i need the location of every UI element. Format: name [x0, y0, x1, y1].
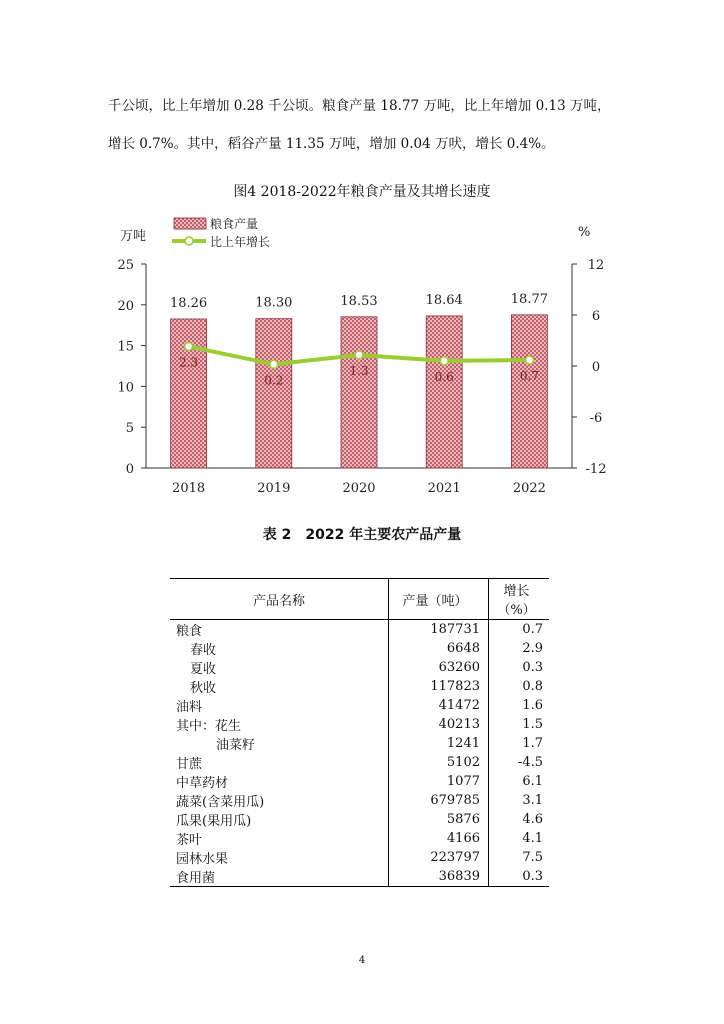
- growth-cell: 6.1: [522, 774, 543, 789]
- growth-point: [270, 360, 278, 368]
- output-cell: 41472: [389, 696, 489, 715]
- header-output: 产量（吨）: [389, 579, 489, 620]
- left-tick-label: 5: [125, 421, 134, 437]
- growth-cell: -4.5: [517, 755, 543, 770]
- output-cell: 1077: [389, 772, 489, 791]
- bar-value-label: 18.77: [510, 291, 549, 307]
- product-name-cell: 甘蔗: [170, 753, 389, 772]
- growth-cell: 7.5: [522, 850, 543, 865]
- table-row: [170, 696, 549, 715]
- table-row: [170, 658, 549, 677]
- output-cell: 1241: [389, 734, 489, 753]
- bar-value-label: 18.64: [425, 292, 463, 308]
- growth-cell: 0.7: [522, 622, 543, 637]
- bar: [341, 317, 377, 468]
- grain-output-chart: [112, 212, 612, 502]
- growth-value-label: 0.7: [519, 369, 539, 384]
- right-tick-label: 6: [591, 309, 601, 324]
- right-axis-unit: %: [578, 225, 591, 240]
- output-cell: 63260: [389, 658, 489, 677]
- output-cell: 6648: [389, 639, 489, 658]
- growth-point: [525, 356, 533, 364]
- table-row: [170, 677, 549, 696]
- left-tick-label: 0: [125, 462, 134, 477]
- product-name-cell: 夏收: [170, 658, 389, 677]
- left-tick-label: 25: [117, 258, 134, 273]
- table-row: [170, 791, 549, 810]
- table-row: [170, 867, 549, 887]
- right-tick-label: 12: [587, 258, 605, 273]
- table-header-row: [170, 579, 549, 620]
- x-tick-label: 2018: [172, 481, 206, 496]
- table-title: 表 2 2022 年主要农产品产量: [262, 527, 462, 543]
- growth-cell: 0.3: [522, 660, 543, 675]
- table-body: [170, 620, 549, 887]
- table-row: [170, 620, 549, 640]
- table-row: [170, 734, 549, 753]
- bar-value-label: 18.53: [340, 293, 378, 309]
- product-name-cell: 蔬菜(含菜用瓜): [170, 791, 389, 810]
- table-row: [170, 715, 549, 734]
- growth-cell: 2.9: [522, 641, 543, 656]
- growth-cell: 1.7: [522, 736, 543, 751]
- legend-bar-swatch: [174, 218, 206, 229]
- right-tick-label: -6: [589, 411, 603, 426]
- bar-value-label: 18.30: [255, 295, 293, 311]
- product-name-cell: 园林水果: [170, 848, 389, 867]
- header-growth: 增长（%）: [489, 579, 550, 620]
- output-cell: 117823: [389, 677, 489, 696]
- page-number: 4: [358, 955, 366, 966]
- figure-title: 图4 2018-2022年粮食产量及其增长速度: [233, 184, 491, 200]
- products-table: [170, 578, 549, 887]
- legend-bar-label: 粮食产量: [210, 217, 259, 231]
- x-tick-label: 2021: [427, 481, 461, 496]
- product-name-cell: 其中：花生: [170, 715, 389, 734]
- growth-value-label: 1.3: [349, 363, 369, 378]
- growth-point: [440, 357, 448, 365]
- growth-cell: 4.6: [522, 812, 543, 827]
- table-row: [170, 848, 549, 867]
- output-cell: 4166: [389, 829, 489, 848]
- table-row: [170, 772, 549, 791]
- body-paragraph: [108, 96, 648, 172]
- output-cell: 40213: [389, 715, 489, 734]
- legend-line-label: 比上年增长: [210, 235, 271, 249]
- output-cell: 223797: [389, 848, 489, 867]
- table-row: [170, 829, 549, 848]
- x-tick-label: 2022: [512, 481, 546, 496]
- growth-cell: 3.1: [522, 793, 543, 808]
- product-name-cell: 茶叶: [170, 829, 389, 848]
- x-tick-label: 2020: [342, 481, 376, 496]
- output-cell: 5102: [389, 753, 489, 772]
- left-tick-label: 10: [117, 380, 134, 396]
- bar-value-label: 18.26: [169, 295, 208, 311]
- growth-cell: 1.6: [522, 698, 543, 713]
- output-cell: 187731: [389, 620, 489, 640]
- left-tick-label: 15: [117, 339, 134, 355]
- growth-point: [185, 342, 193, 350]
- product-name-cell: 春收: [170, 639, 389, 658]
- right-tick-label: -12: [585, 462, 607, 477]
- table-row: [170, 753, 549, 772]
- table-row: [170, 810, 549, 829]
- product-name-cell: 秋收: [170, 677, 389, 696]
- growth-value-label: 2.3: [179, 355, 199, 370]
- product-name-cell: 油料: [170, 696, 389, 715]
- bar: [426, 316, 462, 468]
- product-name-cell: 中草药材: [170, 772, 389, 791]
- x-tick-label: 2019: [257, 481, 291, 496]
- product-name-cell: 粮食: [170, 620, 389, 640]
- output-cell: 36839: [389, 867, 489, 887]
- growth-cell: 4.1: [522, 831, 543, 846]
- header-product-name: 产品名称: [170, 579, 389, 620]
- right-tick-label: 0: [591, 360, 601, 375]
- growth-cell: 1.5: [522, 717, 543, 732]
- product-name-cell: 食用菌: [170, 867, 389, 887]
- bar: [256, 319, 292, 468]
- growth-value-label: 0.6: [434, 369, 454, 384]
- growth-cell: 0.3: [489, 867, 550, 887]
- bar: [511, 315, 547, 468]
- left-tick-label: 20: [117, 298, 134, 314]
- paragraph-line-1: 千公顷，比上年增加 0.28 千公顷。粮食产量 18.77 万吨，比上年增加 0.13 万吨，: [108, 98, 611, 114]
- product-name-cell: 油菜籽: [170, 734, 389, 753]
- table-row: [170, 639, 549, 658]
- left-axis-unit: 万吨: [120, 229, 147, 244]
- bar: [171, 319, 207, 468]
- output-cell: 679785: [389, 791, 489, 810]
- growth-point: [355, 351, 363, 359]
- growth-value-label: 0.2: [264, 373, 284, 388]
- output-cell: 5876: [389, 810, 489, 829]
- paragraph-line-2: 增长 0.7%。其中，稻谷产量 11.35 万吨，增加 0.04 万吠，增长 0.4%。: [108, 136, 555, 152]
- product-name-cell: 瓜果(果用瓜): [170, 810, 389, 829]
- growth-cell: 0.8: [522, 679, 543, 694]
- legend-line-marker: [185, 237, 193, 245]
